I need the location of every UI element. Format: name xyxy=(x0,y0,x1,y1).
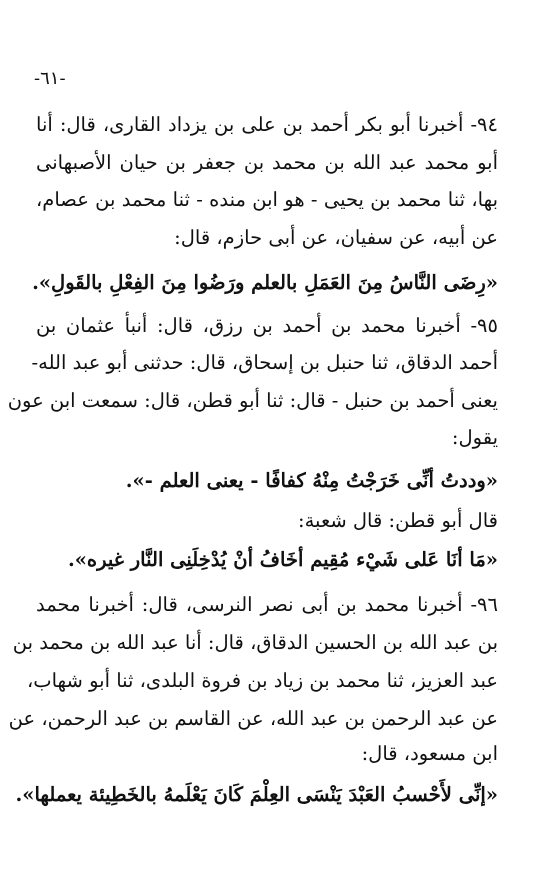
text-line: قال أبو قطن: قال شعبة: xyxy=(298,509,498,532)
text-line-hadith-95: ٩٥- أخبرنا محمد بن أحمد بن رزق، قال: أنبأ عثمان بن xyxy=(36,314,498,337)
text-line: يعنى أحمد بن حنبل - قال: ثنا أبو قطن، قال: سمعت ابن عون xyxy=(7,389,498,412)
text-line: عبد العزيز، ثنا محمد بن زياد بن فروة البلدى، ثنا أبو شهاب، xyxy=(26,669,498,692)
quote-line: «إنِّى لأَحْسبُ العَبْدَ يَنْسَى العِلْمَ كَانَ يَعْلَمهُ بالخَطِيئة يعملها». xyxy=(15,783,498,806)
text-line: بها، ثنا محمد بن يحيى - هو ابن منده - ثنا محمد بن عصام، xyxy=(36,188,498,211)
quote-line: «رِضَى النَّاسُ مِنَ العَمَلِ بالعلم ورَضُوا مِنَ الفِعْلِ بالقَولِ». xyxy=(32,271,498,294)
text-line: أحمد الدقاق، ثنا حنبل بن إسحاق، قال: حدثنى أبو عبد الله- xyxy=(31,351,498,374)
text-line: عن أبيه، عن سفيان، عن أبى حازم، قال: xyxy=(174,226,498,249)
text-line-hadith-96: ٩٦- أخبرنا محمد بن أبى نصر النرسى، قال: أخبرنا محمد xyxy=(36,593,498,616)
text-line: أبو محمد عبد الله بن محمد بن جعفر بن حيان الأصبهانى xyxy=(36,151,498,174)
text-line: عن عبد الرحمن بن عبد الله، عن القاسم بن عبد الرحمن، عن xyxy=(8,707,498,730)
quote-line: «وددتُ أنِّى خَرَجْتُ مِنْهُ كفافًا - يعنى العلم -». xyxy=(125,469,498,492)
quote-line: «مَا أنَا عَلى شَيْء مُقِيم أخَافُ أنْ يُدْخِلَنِى النَّار غيره». xyxy=(67,548,498,571)
page-number: -٦١- xyxy=(34,68,66,89)
text-line: بن عبد الله بن الحسين الدقاق، قال: أنا عبد الله بن محمد بن xyxy=(12,631,498,654)
text-line-hadith-94: ٩٤- أخبرنا أبو بكر أحمد بن على بن يزداد القارى، قال: أنا xyxy=(36,113,498,136)
text-line: ابن مسعود، قال: xyxy=(361,742,498,765)
text-line: يقول: xyxy=(451,426,498,449)
